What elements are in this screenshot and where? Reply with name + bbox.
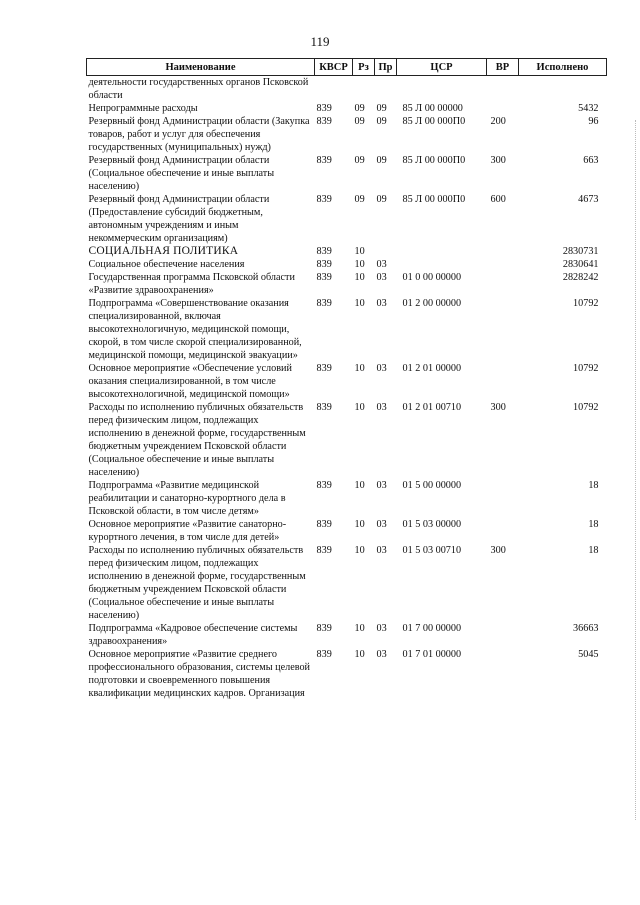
cell-csr — [397, 76, 487, 103]
cell-pr: 03 — [376, 298, 387, 309]
cell-isp: 18 — [588, 480, 599, 491]
cell-kvsr: 839 — [316, 272, 332, 283]
cell-kvsr: 839 — [316, 545, 332, 556]
table-row — [87, 622, 607, 648]
cell-csr: 01 0 00 00000 — [402, 272, 462, 283]
cell-pr — [375, 76, 397, 103]
cell-rz — [353, 76, 375, 103]
page-number: 119 — [310, 34, 330, 49]
cell-rz: 10 — [354, 649, 365, 660]
table-body — [87, 76, 607, 701]
column-header-pr: Пр — [375, 59, 397, 76]
cell-pr: 03 — [376, 272, 387, 283]
cell-csr: 85 Л 00 000П0 — [402, 155, 466, 166]
cell-isp — [519, 76, 607, 103]
cell-csr: 01 2 01 00000 — [402, 363, 462, 374]
cell-vr: 600 — [490, 194, 506, 205]
table-row — [87, 648, 607, 700]
cell-pr: 03 — [376, 259, 387, 270]
cell-vr: 200 — [490, 116, 506, 127]
column-header-rz: Рз — [353, 59, 375, 76]
cell-isp: 36663 — [573, 623, 599, 634]
cell-pr — [375, 245, 397, 258]
table-row — [87, 76, 607, 103]
table-row — [87, 362, 607, 401]
cell-csr: 85 Л 00 000П0 — [402, 194, 466, 205]
cell-kvsr: 839 — [316, 103, 332, 114]
cell-vr — [487, 271, 519, 297]
cell-rz: 09 — [354, 194, 365, 205]
table-row — [87, 479, 607, 518]
cell-csr — [397, 245, 487, 258]
cell-name: Подпрограмма «Совершенствование оказания специализированной, включая высокотехнологичную, медицинской помощи, скорой, в том числе скорой специализированной, медицинской помощи, медицинской эвакуации» — [88, 298, 302, 361]
cell-pr: 09 — [376, 103, 387, 114]
cell-vr: 300 — [490, 155, 506, 166]
cell-rz: 10 — [354, 623, 365, 634]
cell-kvsr: 839 — [316, 155, 332, 166]
cell-vr — [487, 102, 519, 115]
cell-name: Основное мероприятие «Развитие санаторно-курортного лечения, в том числе для детей» — [88, 519, 287, 543]
table-row — [87, 258, 607, 271]
cell-kvsr: 839 — [316, 519, 332, 530]
cell-rz: 10 — [354, 545, 365, 556]
cell-isp: 10792 — [573, 402, 599, 413]
cell-isp: 2830641 — [562, 259, 599, 270]
cell-isp: 18 — [588, 519, 599, 530]
cell-pr: 03 — [376, 402, 387, 413]
cell-kvsr: 839 — [316, 363, 332, 374]
budget-table — [86, 58, 607, 700]
cell-csr: 01 2 00 00000 — [402, 298, 462, 309]
cell-csr — [397, 258, 487, 271]
cell-pr: 03 — [376, 649, 387, 660]
cell-name: Расходы по исполнению публичных обязательств перед физическим лицом, подлежащих исполнению в денежной форме, государственным бюджетным учреждением Псковской области (Социальное обеспечение и иные выплаты населению) — [88, 545, 306, 621]
cell-rz: 10 — [354, 402, 365, 413]
cell-name: Подпрограмма «Развитие медицинской реабилитации и санаторно-курортного дела в Псковской области, в том числе детям» — [88, 480, 286, 517]
cell-name: СОЦИАЛЬНАЯ ПОЛИТИКА — [88, 245, 239, 257]
cell-kvsr: 839 — [316, 116, 332, 127]
column-header-csr: ЦСР — [397, 59, 487, 76]
table-row — [87, 193, 607, 245]
cell-rz: 10 — [354, 272, 365, 283]
table-row — [87, 102, 607, 115]
cell-csr: 01 2 01 00710 — [402, 402, 462, 413]
cell-csr: 01 5 03 00710 — [402, 545, 462, 556]
cell-kvsr: 839 — [316, 298, 332, 309]
cell-vr — [487, 297, 519, 362]
scan-edge-marks — [633, 120, 636, 820]
cell-vr — [487, 258, 519, 271]
cell-pr: 03 — [376, 545, 387, 556]
cell-name: деятельности государственных органов Псковской области — [88, 77, 309, 101]
cell-rz: 10 — [354, 480, 365, 491]
cell-csr: 01 5 00 00000 — [402, 480, 462, 491]
column-header-name: Наименование — [87, 59, 315, 76]
cell-vr: 300 — [490, 545, 506, 556]
cell-name: Расходы по исполнению публичных обязательств перед физическим лицом, подлежащих исполнению в денежной форме, государственным бюджетным учреждением Псковской области (Социальное обеспечение и иные выплаты населению) — [88, 402, 306, 478]
cell-isp: 2828242 — [562, 272, 599, 283]
cell-rz: 10 — [354, 246, 365, 257]
budget-table-container — [86, 58, 606, 700]
cell-vr: 300 — [490, 402, 506, 413]
cell-kvsr: 839 — [316, 623, 332, 634]
cell-kvsr: 839 — [316, 259, 332, 270]
cell-rz: 10 — [354, 298, 365, 309]
cell-isp: 663 — [583, 155, 599, 166]
table-row — [87, 115, 607, 154]
cell-name: Государственная программа Псковской области «Развитие здравоохранения» — [88, 272, 295, 296]
cell-rz: 10 — [354, 519, 365, 530]
cell-isp: 18 — [588, 545, 599, 556]
cell-csr: 01 7 00 00000 — [402, 623, 462, 634]
cell-isp: 5432 — [578, 103, 599, 114]
cell-vr — [487, 76, 519, 103]
cell-pr: 03 — [376, 480, 387, 491]
table-row — [87, 271, 607, 297]
cell-rz: 10 — [354, 259, 365, 270]
cell-name: Социальное обеспечение населения — [88, 259, 245, 270]
cell-kvsr: 839 — [316, 480, 332, 491]
cell-vr — [487, 362, 519, 401]
cell-vr — [487, 245, 519, 258]
cell-name: Непрограммные расходы — [88, 103, 198, 114]
cell-kvsr — [315, 76, 353, 103]
table-row — [87, 518, 607, 544]
cell-isp: 2830731 — [562, 246, 599, 257]
cell-name: Резервный фонд Администрации области (Предоставление субсидий бюджетным, автономным учреждениям и иным некоммерческим организациям) — [88, 194, 270, 244]
column-header-isp: Исполнено — [519, 59, 607, 76]
table-row — [87, 245, 607, 258]
cell-pr: 09 — [376, 116, 387, 127]
cell-name: Основное мероприятие «Обеспечение условий оказания специализированной, в том числе высокотехнологичной, медицинской помощи» — [88, 363, 292, 400]
cell-kvsr: 839 — [316, 246, 332, 257]
cell-rz: 09 — [354, 155, 365, 166]
cell-pr: 03 — [376, 519, 387, 530]
cell-name: Основное мероприятие «Развитие среднего профессионального образования, системы целевой подготовки и своевременного повышения квалификации медицинских кадров. Организация — [88, 649, 311, 699]
cell-vr — [487, 622, 519, 648]
cell-pr: 09 — [376, 155, 387, 166]
table-row — [87, 401, 607, 479]
cell-vr — [487, 479, 519, 518]
cell-csr: 85 Л 00 000П0 — [402, 116, 466, 127]
table-header — [87, 59, 607, 76]
cell-kvsr: 839 — [316, 194, 332, 205]
cell-name: Резервный фонд Администрации области (Закупка товаров, работ и услуг для обеспечения государственных (муниципальных) нужд) — [88, 116, 310, 153]
cell-name: Подпрограмма «Кадровое обеспечение системы здравоохранения» — [88, 623, 298, 647]
cell-pr: 03 — [376, 623, 387, 634]
cell-vr — [487, 648, 519, 700]
cell-isp: 4673 — [578, 194, 599, 205]
cell-kvsr: 839 — [316, 402, 332, 413]
cell-isp: 96 — [588, 116, 599, 127]
cell-kvsr: 839 — [316, 649, 332, 660]
cell-pr: 03 — [376, 363, 387, 374]
cell-vr — [487, 518, 519, 544]
table-row — [87, 154, 607, 193]
cell-name: Резервный фонд Администрации области (Социальное обеспечение и иные выплаты населению) — [88, 155, 275, 192]
cell-isp: 10792 — [573, 298, 599, 309]
cell-csr: 01 7 01 00000 — [402, 649, 462, 660]
column-header-vr: ВР — [487, 59, 519, 76]
header-row — [87, 59, 607, 76]
cell-rz: 09 — [354, 103, 365, 114]
table-row — [87, 297, 607, 362]
cell-csr: 85 Л 00 00000 — [402, 103, 463, 114]
cell-isp: 5045 — [578, 649, 599, 660]
cell-rz: 09 — [354, 116, 365, 127]
table-row — [87, 544, 607, 622]
cell-isp: 10792 — [573, 363, 599, 374]
cell-csr: 01 5 03 00000 — [402, 519, 462, 530]
cell-pr: 09 — [376, 194, 387, 205]
cell-rz: 10 — [354, 363, 365, 374]
column-header-kvsr: КВСР — [315, 59, 353, 76]
